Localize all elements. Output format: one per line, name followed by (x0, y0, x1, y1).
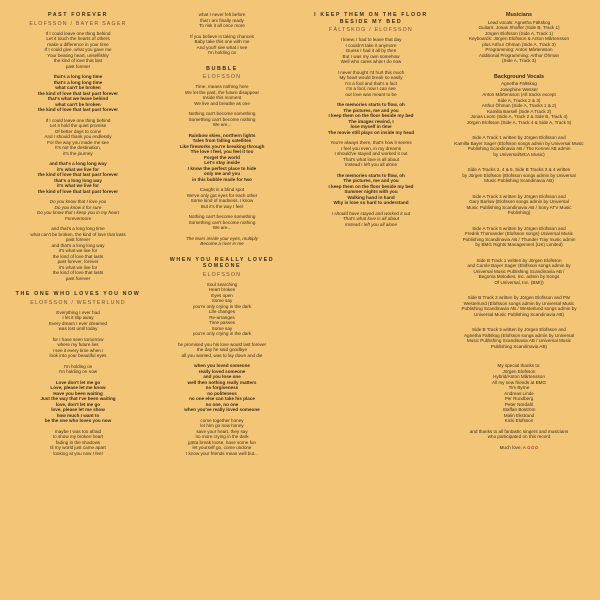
credit-line: Begonia Melodies, Inc. admin by Songs (478, 274, 560, 280)
lyric-line: Summer nights with you (344, 189, 398, 195)
credit-line: Side A Track 3 written by Jörgen Elofsson and (472, 193, 566, 199)
thanks-line: Peter Nordahl (504, 401, 534, 407)
lyric-line: what can't be broken (55, 85, 101, 91)
lyric-line: fading in the shadows (55, 439, 101, 445)
lyric-line: I knew, I had to leave that day (340, 37, 402, 43)
lyric-line: look into your beautiful eyes (49, 353, 107, 359)
lyric-line: Let's stay inside (204, 160, 240, 166)
lyric-line: My heart would break so easily (339, 75, 403, 81)
lyric-line: We are... (212, 225, 232, 231)
lyric-line: Baby take this one with me (194, 39, 250, 44)
lyric-line: Everything I ever had (56, 309, 100, 315)
signoff (448, 445, 590, 451)
lyric-line: really loved someone (198, 368, 246, 374)
lyric-line: what can't be broken (55, 101, 101, 107)
lyric-line: If I could leave one thing behind (45, 30, 111, 36)
thanks-line: Staffan Boström (502, 407, 536, 413)
lyric-line: our love was meant to be (345, 91, 397, 97)
lyric-line: The pictures, me and you (343, 107, 399, 113)
lyric-line: Well who cares what I do now (340, 59, 402, 65)
credit-line: Universal Music Publishing Scandinavia AB / (473, 268, 565, 274)
lyric-line: If I could give, what you gave me (44, 47, 112, 53)
thanks-block (448, 363, 590, 450)
credit-line: Of Universal, Inc. (BMI)) (494, 279, 544, 285)
lyric-line: save your heart, they say (196, 428, 248, 434)
thanks-line: Malin Ekstrand (503, 412, 535, 418)
credit-line: Side A Tracks 2, 4 & 5, Side B Tracks 3 & 4 written (467, 167, 571, 173)
lyric-line: well then nothing really matters (187, 379, 257, 385)
lyric-line: Some say (211, 325, 233, 331)
credit-heading: Background Vocals (494, 73, 544, 80)
credit-line: Side B Track 2 written by Jörgen Elofsson and Pär (467, 295, 571, 301)
lyric-line: I keep them on the floor beside my bed (328, 183, 414, 189)
lyric-line: Just the way that I've been waiting (40, 396, 116, 402)
song-credit: ELOFSSON / BAYER SAGER (29, 20, 127, 27)
song-title: WHEN YOU REALLY LOVED SOMEONE (169, 256, 275, 270)
lyric-line: the kind of love that last past forever (37, 172, 119, 178)
song-title: PAST FOREVER (47, 12, 108, 18)
lyric-line: I should've stayed and worked it out (334, 151, 408, 157)
thanks-line: Andreas Linde (504, 390, 534, 396)
lyric-line: Rainbow skies, northern lights (188, 132, 256, 138)
lyric-line: Heart broken (208, 287, 236, 293)
credit-line: and Carole Bayer Sager (Elofsson songs admin by (467, 263, 571, 269)
song-credit: ELOFSSON (202, 74, 242, 81)
lyric-line: But it's the way I feel (201, 203, 243, 209)
lyric-line: no forgiveness (205, 385, 239, 391)
credit-line: plus Arthur Ohman (Side A, Track 3) (482, 41, 556, 47)
lyric-line: Soul searching (206, 281, 238, 287)
credit-line: Publishing Scandinavia AB / Westerlund songs admin by (461, 306, 577, 312)
credit-line: Kamilla Barsell (Side A Track 3) (486, 108, 552, 114)
lyric-line: it's the journey (63, 150, 93, 156)
lyric-line: til my world just came apart (50, 445, 106, 451)
lyric-line: no politeness (207, 390, 237, 396)
lyric-line: I never thought I'd hurt this much (337, 69, 405, 75)
lyric-line: only me and you (203, 171, 241, 177)
lyric-line: all you wanted, was to lay down and die (181, 352, 263, 358)
lyric-line: for I have seen tomorrow (52, 336, 104, 342)
credit-block (448, 194, 590, 216)
lyric-line: I let it slip away (62, 315, 94, 321)
credit-line: Music Publishing Scandinavia AB / Sony ATV Music (466, 204, 572, 210)
lyric-line: it's what we live for (58, 248, 98, 254)
lyric-line: be the one who loves you now (44, 418, 112, 424)
lyric-line: no one, no one (205, 401, 239, 407)
lyric-line: love, don't let me go (55, 401, 101, 407)
thanks-line: Jörgen Elofsson (502, 368, 536, 374)
lyric-line: I know the perfect place to hide (187, 165, 257, 171)
lyric-line: I'm holding on now (58, 369, 98, 375)
lyric-line: the kind of love that lasts (52, 270, 104, 276)
credit-line: Westerlund (Elofsson songs admin by Universal Music (463, 300, 575, 306)
lyric-line: and that's a long long time (51, 226, 105, 232)
credit-line: by Universal/MCA Music) (493, 151, 545, 157)
credit-block (448, 135, 590, 157)
lyric-line: I feel you even, in my dreams (340, 145, 401, 151)
lyric-line: you're only crying in the dark (192, 331, 252, 337)
lyric-line: Your beating heart, unselfishly (47, 52, 109, 58)
lyric-line: I see it every time when I (52, 347, 104, 353)
lyric-line: Some say (211, 298, 233, 304)
credit-block (448, 167, 590, 184)
lyric-line: the kind of love that last past forever (37, 90, 119, 96)
lyrics-column-2 (150, 12, 294, 466)
lyric-line: the kind of love that last past forever (37, 107, 119, 113)
lyric-line: I know your friends mean well but... (185, 450, 258, 456)
lyric-line: where my future lies (57, 342, 99, 348)
lyric-line: the memories starts to flow, oh (337, 102, 405, 108)
lyric-line: Every dream I ever dreamed (48, 320, 108, 326)
credit-line: Side B Track 5 written by Jörgen Elofsson and (472, 327, 566, 333)
credit-line: Side A, Tracks 2 & 3) (497, 97, 541, 103)
credit-line: Universal Music Publishing Scandinavia AB) (474, 311, 564, 317)
lyric-line: I'm a fool, now I can see (346, 86, 396, 92)
song-block (150, 66, 294, 247)
thanks-closing-line: who participated on this record (487, 434, 551, 440)
lyric-line: past forever (65, 63, 91, 69)
thanks-line: Per Rundberg (504, 396, 534, 402)
lyric-line: The tears inside your eyes, multiply (186, 235, 258, 241)
lyric-line: it's what we live for (57, 183, 99, 189)
lyric-line: that's a long long time (53, 74, 103, 80)
credit-line: Side A Track 6 written by Jörgen Elofsson and (472, 225, 566, 231)
lyric-line: what I never felt before (198, 12, 246, 17)
lyric-line: you're only crying in the dark (192, 303, 252, 309)
lyric-line: maybe I was too afraid (54, 428, 102, 434)
credit-line: Jörgen Elofsson (Side A, Track 4 & Side A, Track 5) (466, 119, 572, 125)
lyric-line: But I was my own somehow (342, 53, 400, 59)
lyric-line: when you loved someone (194, 363, 250, 369)
lyric-line: We are... (212, 122, 232, 128)
lyric-line: The love I feel, you feel it too (190, 149, 254, 155)
credit-block (448, 295, 590, 317)
credit-line: Programming: Anton Mårtensson (485, 47, 553, 53)
credit-line: Publishing) (507, 210, 531, 216)
song-credit: ELOFSSON / WESTERLUND (30, 299, 126, 306)
thanks-heading: My special thanks to: (497, 363, 541, 369)
lyric-line: Instead I left you all alone (344, 221, 398, 227)
lyric-line: Time, means nothing here (195, 84, 249, 90)
lyric-line: Time passes (209, 320, 235, 326)
credit-heading: Musicians (505, 12, 533, 18)
lyric-line: I couldn't take it anymore (345, 42, 397, 48)
lyric-line: the kind of love that last (53, 58, 103, 64)
song-title: BUBBLE (206, 65, 238, 72)
credit-line: Fredrik Thomander (Elofsson songs) Universal Music (464, 231, 574, 237)
lyric-line: gotta break loose, have some fun (188, 439, 256, 445)
song-credit: FÄLTSKOG / ELOFSSON (329, 27, 413, 34)
credit-line: Music Publishing Scandinavia AB / Universal Music (466, 338, 572, 344)
song-credit: ELOFSSON (202, 271, 242, 278)
lyric-line: Inside this moment (202, 95, 242, 101)
lyric-line: let him go now honey (200, 423, 244, 429)
credit-line: Josephine Wesser (500, 86, 538, 92)
thanks-closing-line: and thanks to all fantastic singers and musicians (469, 428, 569, 434)
lyric-line: Forget the world (204, 154, 240, 160)
lyric-line: And you'll see what I see (196, 44, 248, 50)
lyric-line: and that's a long long way (51, 242, 105, 248)
lyric-line: If I could leave one thing behind (45, 117, 111, 123)
lyric-line: Become a river in me (200, 241, 244, 247)
credit-line: Publishing Scandinavia AB) (490, 343, 548, 349)
credit-line: (Side A, Track 3) (502, 58, 536, 64)
credit-block (448, 327, 590, 349)
song-title: THE ONE WHO LOVES YOU NOW (15, 291, 141, 298)
lyric-line: Tales from falling satellites (192, 138, 252, 144)
lyric-line: Walking hand in hand (347, 194, 395, 200)
lyric-line: Let it hold the quiet promise (49, 123, 107, 129)
lyric-line: The images rewind, I (348, 118, 394, 124)
lyric-line: That's what love is all about (342, 216, 400, 222)
lyric-line: it's what we live for (57, 166, 99, 172)
signoff-text: Much love, A (499, 444, 526, 450)
lyric-line: We've only got eyes for each other (186, 192, 258, 198)
lyric-line: past forever (65, 237, 91, 243)
thanks-line: All my new friends at BMG (491, 379, 547, 385)
credit-line: Side B Track 1 written by Jörgen Elofsson (476, 257, 562, 263)
lyric-line: that's a long long time (53, 79, 103, 85)
credit-line: Gary Barlow (Elofsson songs admin by Universal (469, 199, 569, 205)
lyric-line: Nothing can't become something (188, 111, 256, 117)
lyric-line: We let the past, the future disappear (185, 89, 259, 95)
lyric-line: Why is love so hard to understand (333, 200, 409, 206)
lyrics-column-3 (300, 12, 442, 237)
credit-line: Agnetha Fältskog (501, 81, 537, 87)
lyric-line: Like fireworks you're breaking through (179, 143, 265, 149)
lyric-line: he promised you his love would last forever (177, 341, 267, 347)
lyric-line: The pictures, me and you (343, 178, 399, 184)
song-block (12, 12, 144, 281)
lyric-line: And I should thank you endlessly (44, 134, 112, 140)
lyric-line: Something can't become nothing (188, 219, 256, 225)
lyric-line: what can't be broken, the kind of love that lasts (30, 231, 126, 237)
credit-line: Keyboards: Jörgen Elofsson & Anton Mårtensson (468, 36, 570, 42)
credit-line: Publishing Scandinavia AB / Thunder Tray music admin (462, 236, 576, 242)
lyric-line: For the way you made me see (47, 139, 109, 145)
lyric-line: Life changes (208, 309, 236, 315)
lyric-line: that's what we leave behind (47, 96, 109, 102)
credit-line: Guitars: Jonas Shaffer (Side B, Track 1) (478, 25, 560, 31)
lyric-line: the kind of love that lasts (52, 253, 104, 259)
lyric-line: Do you know that I love you (49, 199, 107, 205)
credit-line: Agnetha Fältskog (Elofsson songs admin by Universal (463, 332, 575, 338)
lyric-line: Some kind of madness, I know (190, 198, 254, 204)
lyric-line: To risk it all once more (199, 23, 245, 28)
credit-line: Additional Programming: Arthur Öhman (478, 52, 560, 58)
lyric-line: how much I want to (56, 412, 100, 418)
thanks-line: Kicki Elofsson (504, 418, 534, 424)
lyric-line: Do you know it for sure (54, 204, 102, 210)
lyric-line: past forever, forever (57, 259, 99, 265)
lyrics-column-1 (12, 12, 144, 466)
lyric-line: it's what we live for (58, 264, 98, 270)
thanks-line: Hybrid/Anton Mårtensson (493, 374, 545, 380)
lyric-line: let yourself go, come undone (192, 445, 252, 451)
lyric-line: and that's a long long way (49, 161, 107, 167)
lyric-line: I should have stayed and worked it out (331, 210, 411, 216)
lyric-line: We live and breathe as one (194, 100, 250, 106)
lyric-line: to show my broken heart (52, 434, 104, 440)
lyric-line: the memories starts to flow, oh (337, 172, 405, 178)
lyric-line: that I am finally ready (200, 17, 244, 23)
credit-line: Jörgen Elofsson (Side A, Track 1) (484, 30, 554, 36)
credit-block (448, 258, 590, 286)
lyric-line: no more crying in the dark (195, 434, 249, 440)
lyric-line: I'm holding on (63, 363, 93, 369)
lyric-line: lose myself in time (350, 124, 392, 130)
lyric-line: It's not the destination, (55, 145, 101, 151)
credit-line: by BMG Rights Management (UK) Limited) (475, 242, 563, 248)
lyric-line: make a difference in your time (47, 41, 109, 47)
lyric-line: You're always there, that's how it seems (330, 140, 412, 146)
lyric-line: Have you been waiting (53, 390, 103, 396)
credit-line: Kamilla Bayer Sager (Elofsson songs admin by Universal Music (454, 140, 584, 146)
lyric-line: I'm holding on (207, 50, 237, 55)
lyric-line: Let it touch the hearts of others (46, 36, 110, 42)
credit-line: by Jörgen Elofsson (Elofsson songs admin by Universal (462, 172, 576, 178)
lyric-line: Nothing can't become something (188, 214, 256, 220)
lyric-line: Eyes open (211, 292, 233, 298)
song-title: I KEEP THEM ON THE FLOOR BESIDE MY BED (314, 12, 428, 25)
credit-line: Arthur Öhman (Side A, Tracks 1 & 2) (481, 103, 557, 109)
lyric-line: looking at you now I feel (53, 450, 103, 456)
lyric-line: in this bubble made for two (192, 176, 252, 182)
credits-column (448, 12, 590, 460)
credit-line: Anton Mårtensson (All tracks except (482, 92, 556, 98)
credit-block (448, 226, 590, 248)
flower-icons: ✿✿✿ (525, 444, 539, 450)
song-block (300, 12, 442, 227)
lyric-line: Love, please let me know (50, 385, 106, 391)
lyric-line: Instead I left you all alone (344, 162, 398, 168)
lyric-line: Re-arranges (209, 314, 235, 320)
credit-line: Jonas Leom (Side A, Track 2 & Side B, Track 4) (470, 114, 568, 120)
credit-block (448, 74, 590, 126)
lyric-line: The movie still plays on inside my head (327, 129, 415, 135)
lyric-line: That's what love is all about (342, 156, 400, 162)
lyric-line: that's a long long way (54, 177, 102, 183)
credit-line: Music Publishing Scandinavia AB) (484, 178, 554, 184)
lyric-line: when you've really loved someone (184, 407, 260, 413)
credit-block (448, 12, 590, 64)
lyric-line: Of better days to come (54, 128, 102, 134)
lyric-line: Forevermore (64, 215, 92, 221)
lyric-line: past forever (65, 275, 91, 281)
lyric-line: come together honey (200, 417, 244, 423)
song-block (150, 257, 294, 457)
lyric-line: I'm a fool and that's a fact (344, 80, 398, 86)
lyric-line: love, please let me show (51, 407, 105, 413)
lyric-line: Caught in a blind spot (199, 187, 245, 193)
song-block (150, 12, 294, 56)
credit-line: Publishing Scandinavia AB / The Kennel AB admin (467, 146, 571, 152)
lyric-line: Do you know that I keep you in my heart (37, 210, 119, 216)
lyric-line: and you lose one (203, 374, 241, 380)
song-block (12, 291, 144, 456)
lyric-line: the day he said goodbye (196, 347, 248, 353)
lyric-line: was lost until today (58, 326, 98, 332)
lyric-line: If you believe in taking chances (190, 33, 254, 39)
lyric-line: Love don't let me go (55, 379, 101, 385)
credit-line: Lead vocals: Agnetha Fältskog (487, 19, 551, 25)
lyric-line: I keep them on the floor beside my bed (328, 113, 414, 119)
lyric-line: Guess I had it all by then (345, 48, 397, 54)
thanks-line: Tim Byrne (508, 385, 530, 391)
lyric-line: Something can't become nothing (188, 116, 256, 122)
lyric-line: the kind of love that last past forever (37, 188, 119, 194)
lyric-line: no one else can take his place (189, 396, 255, 402)
credit-line: Side A Track 1 written by Jörgen Elofsson and (472, 135, 566, 141)
